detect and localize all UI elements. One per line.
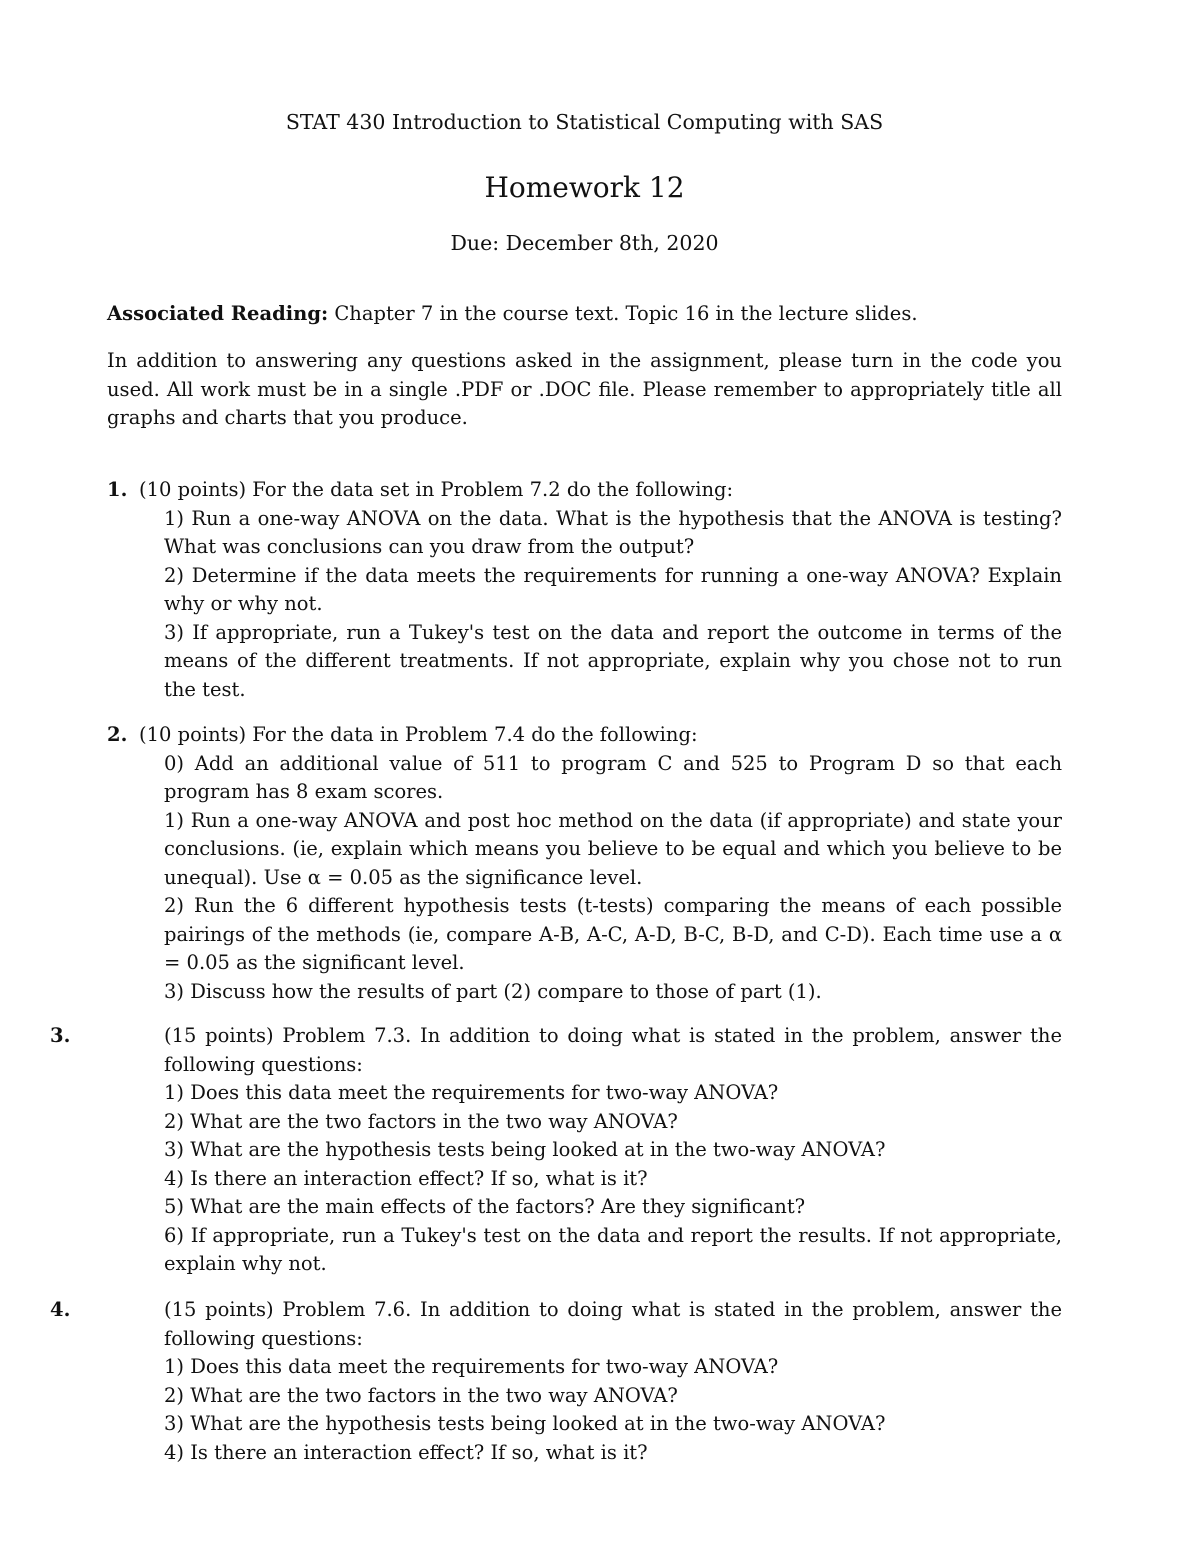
problem-part: 2) Determine if the data meets the requirements for running a one-way ANOVA? Explain why or why not.	[164, 563, 1062, 615]
problem-2	[107, 721, 1062, 1006]
document-page	[50, 0, 1062, 1553]
problem-intro: (10 points) For the data in Problem 7.4 do the following:	[139, 723, 698, 746]
reading-label: Associated Reading:	[107, 302, 329, 325]
reading-text: Chapter 7 in the course text. Topic 16 in the lecture slides.	[328, 302, 918, 325]
problem-part: 1) Run a one-way ANOVA and post hoc method on the data (if appropriate) and state your conclusions. (ie, explain which means you believe to be equal and which you believe to be unequal). Use α = 0.05 as the significance level.	[164, 808, 1062, 889]
problem-part: 1) Does this data meet the requirements for two-way ANOVA?	[164, 1355, 779, 1378]
problem-number: 4.	[50, 1298, 71, 1321]
associated-reading	[107, 300, 1062, 329]
problem-part: 3) Discuss how the results of part (2) compare to those of part (1).	[164, 979, 822, 1003]
problem-part: 3) What are the hypothesis tests being looked at in the two-way ANOVA?	[164, 1138, 886, 1161]
problem-intro: (15 points) Problem 7.3. In addition to doing what is stated in the problem, answer the following questions:	[164, 1024, 1062, 1076]
problem-part: 1) Run a one-way ANOVA on the data. What is the hypothesis that the ANOVA is testing? What was conclusions can you draw from the output?	[164, 506, 1062, 558]
homework-title: Homework 12	[484, 171, 685, 204]
problem-part: 2) What are the two factors in the two way ANOVA?	[164, 1383, 678, 1407]
course-title: STAT 430 Introduction to Statistical Computing with SAS	[285, 110, 884, 134]
problem-part: 0) Add an additional value of 511 to program C and 525 to Program D so that each program has 8 exam scores.	[164, 751, 1062, 803]
problem-intro: (10 points) For the data set in Problem 7.2 do the following:	[139, 478, 734, 501]
problem-part: 2) Run the 6 different hypothesis tests (t-tests) comparing the means of each possible pairings of the methods (ie, compare A-B, A-C, A-D, B-C, B-D, and C-D). Each time use a α = 0.05 as the significant level.	[164, 894, 1062, 974]
problem-number: 1.	[107, 478, 128, 501]
problem-part: 4) Is there an interaction effect? If so, what is it?	[164, 1166, 648, 1190]
problem-4	[50, 1296, 1062, 1467]
problem-part: 3) If appropriate, run a Tukey's test on the data and report the outcome in terms of the means of the different treatments. If not appropriate, explain why you chose not to run the test.	[164, 620, 1062, 701]
problem-3	[50, 1022, 1062, 1279]
problem-heading	[50, 1296, 1062, 1353]
problem-part: 2) What are the two factors in the two way ANOVA?	[164, 1109, 678, 1133]
problem-part: 4) Is there an interaction effect? If so, what is it?	[164, 1440, 648, 1464]
due-date: Due: December 8th, 2020	[450, 231, 719, 255]
problem-part: 6) If appropriate, run a Tukey's test on the data and report the results. If not appropriate, explain why not.	[164, 1223, 1062, 1275]
problem-part: 5) What are the main effects of the factors? Are they significant?	[164, 1195, 806, 1218]
problem-heading	[107, 721, 1062, 750]
problem-number: 3.	[50, 1024, 71, 1047]
instructions-paragraph: In addition to answering any questions asked in the assignment, please turn in the code you used. All work must be in a single .PDF or .DOC file. Please remember to appropriately title all graphs and charts that you produce.	[107, 349, 1062, 429]
problem-heading	[107, 476, 1062, 505]
problem-part: 3) What are the hypothesis tests being looked at in the two-way ANOVA?	[164, 1412, 886, 1435]
problem-part: 1) Does this data meet the requirements for two-way ANOVA?	[164, 1081, 779, 1104]
problem-1	[107, 476, 1062, 704]
problem-intro: (15 points) Problem 7.6. In addition to doing what is stated in the problem, answer the following questions:	[164, 1298, 1062, 1350]
problem-heading	[50, 1022, 1062, 1079]
problem-number: 2.	[107, 723, 128, 746]
